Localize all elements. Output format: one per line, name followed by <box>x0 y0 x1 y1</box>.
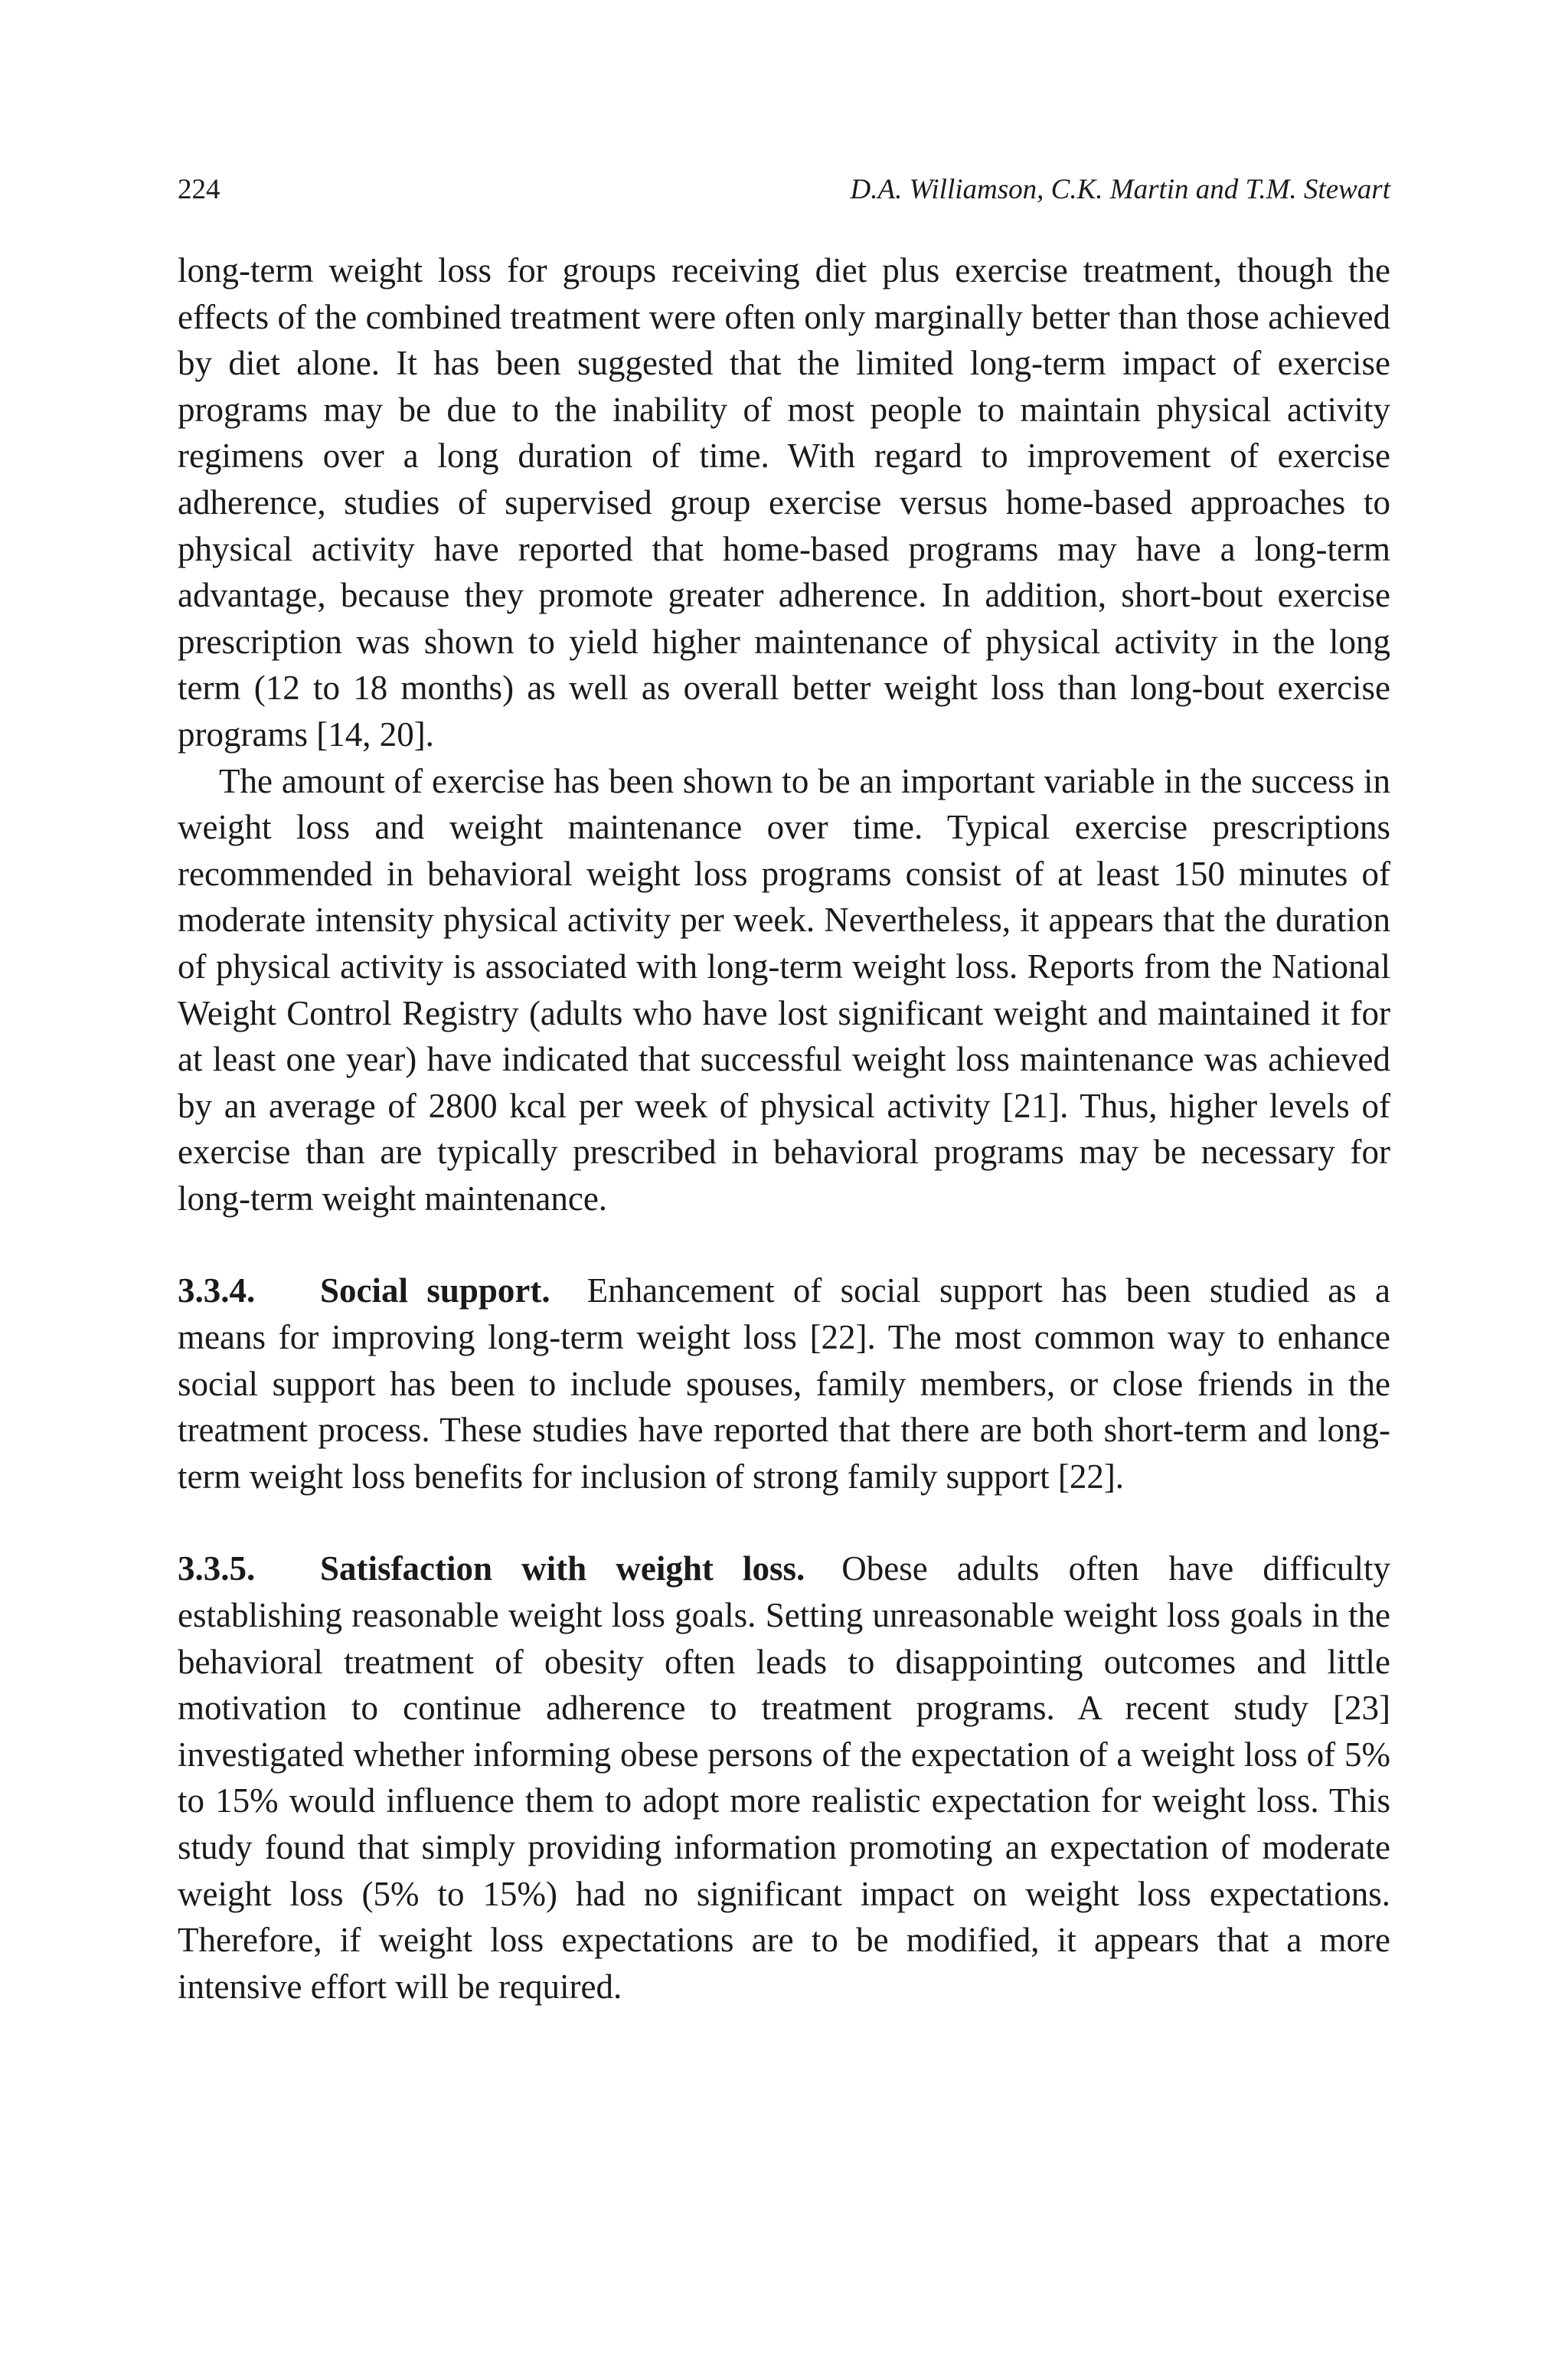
running-head <box>178 167 1390 213</box>
paragraph-exercise-amount: The amount of exercise has been shown to be an important variable in the success in weight loss and weight maintenance over time. Typical exercise prescriptions recommended in behavioral weight loss programs consist of at least 150 minutes of moderate intensity physical activity per week. Nevertheless, it appears that the duration of physical activity is associated with long-term weight loss. Reports from the National Weight Control Registry (adults who have lost significant weight and maintained it for at least one year) have indicated that successful weight loss maintenance was achieved by an average of 2800 kcal per week of physical activity [21]. Thus, higher levels of exercise than are typically prescribed in behavioral programs may be necessary for long-term weight maintenance. <box>178 761 1390 1218</box>
section-satisfaction <box>178 1545 1390 2010</box>
page-number: 224 <box>178 174 220 205</box>
body-text <box>178 247 1390 2010</box>
section-text: Enhancement of social support has been studied as a means for improving long-term weight loss [22]. The most common way to enhance social support has been to include spouses, family members, or close friends in the treatment process. These studies have reported that there are both short-term and long-term weight loss benefits for inclusion of strong family support [22]. <box>178 1271 1390 1496</box>
section-text: Obese adults often have difficulty establishing reasonable weight loss goals. Setting unreasonable weight loss goals in the behavioral treatment of obesity often leads to disappointing outcomes and little motivation to continue adherence to treatment programs. A recent study [23] investigated whether informing obese persons of the expectation of a weight loss of 5% to 15% would influence them to adopt more realistic expectation for weight loss. This study found that simply providing information promoting an expectation of moderate weight loss (5% to 15%) had no significant impact on weight loss expectations. Therefore, if weight loss expectations are to be modified, it appears that a more intensive effort will be required. <box>178 1549 1390 2006</box>
section-number: 3.3.4. <box>178 1271 256 1310</box>
section-title: Satisfaction with weight loss. <box>320 1549 805 1588</box>
section-social-support <box>178 1267 1390 1500</box>
section-title: Social support. <box>320 1271 550 1310</box>
section-number: 3.3.5. <box>178 1549 256 1588</box>
running-head-authors: D.A. Williamson, C.K. Martin and T.M. Stewart <box>850 174 1390 205</box>
paragraph-continued: long-term weight loss for groups receiving diet plus exercise treatment, though the effects of the combined treatment were often only marginally better than those achieved by diet alone. It has been suggested that the limited long-term impact of exercise programs may be due to the inability of most people to maintain physical activity regimens over a long duration of time. With regard to improvement of exercise adherence, studies of supervised group exercise versus home-based approaches to physical activity have reported that home-based programs may have a long-term advantage, because they promote greater adherence. In addition, short-bout exercise prescription was shown to yield higher maintenance of physical activity in the long term (12 to 18 months) as well as overall better weight loss than long-bout exercise programs [14, 20]. <box>178 251 1390 754</box>
